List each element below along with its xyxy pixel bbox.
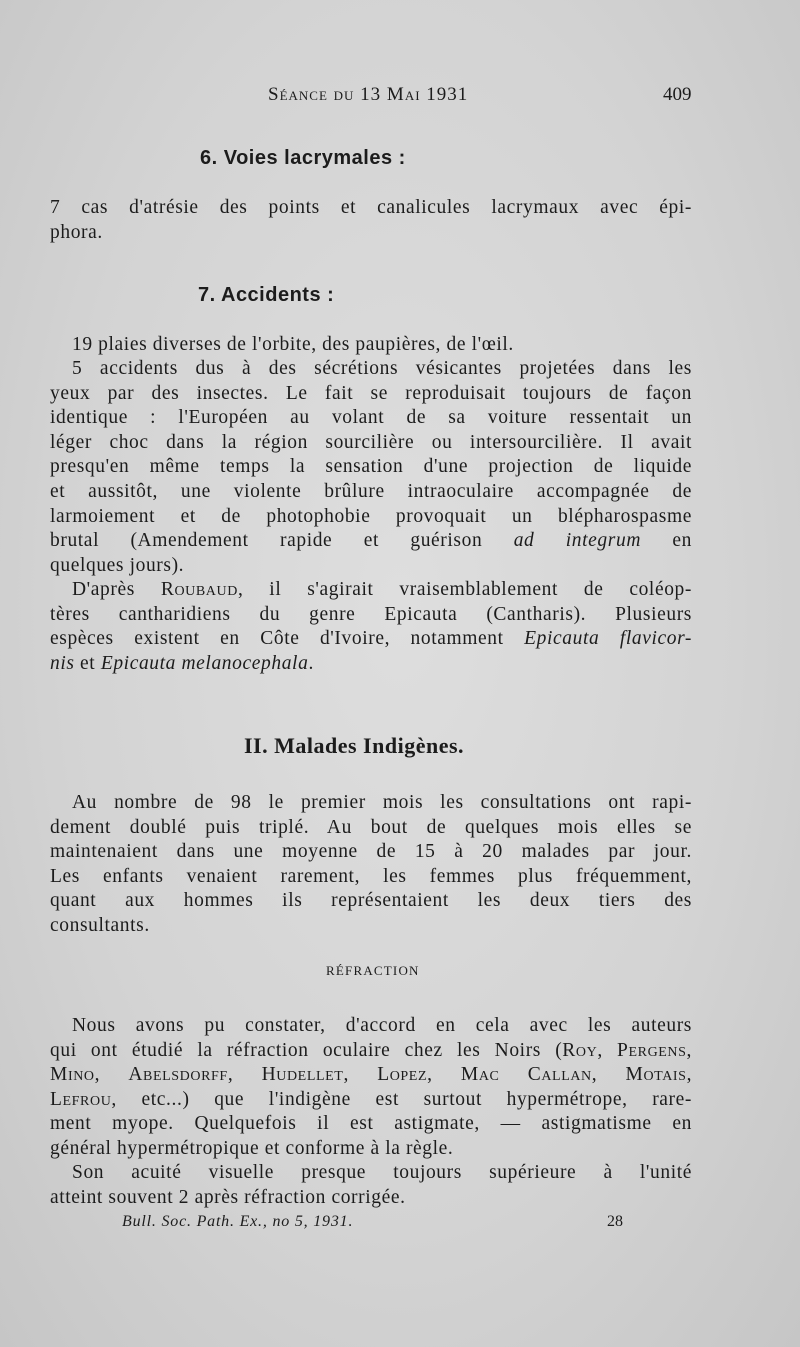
text-fragment: qui ont étudié la réfraction oculaire chez les Noirs ( xyxy=(50,1039,563,1061)
text-line: presqu'en même temps la sensation d'une projection de liquide xyxy=(50,456,692,478)
text-line: Son acuité visuelle presque toujours supérieure à l'unité xyxy=(72,1162,692,1183)
text-fragment: brutal (Amendement rapide et guérison xyxy=(50,530,483,552)
separator: , xyxy=(591,1064,626,1086)
text-line: Nous avons pu constater, d'accord en cela avec les auteurs xyxy=(72,1015,692,1036)
paragraph-roubaud xyxy=(50,578,692,676)
text-fragment: . xyxy=(308,652,314,674)
text-line: Les enfants venaient rarement, les femmes plus fréquemment, xyxy=(50,865,692,887)
species-name: Epicauta melanocephala xyxy=(100,652,309,674)
italic-latin-phrase: ad integrum xyxy=(513,530,641,552)
species-name: Epicauta flavicor- xyxy=(524,628,692,650)
text-line: consultants. xyxy=(50,914,150,936)
paragraph-acuite xyxy=(50,1161,692,1210)
separator: , xyxy=(597,1039,618,1061)
paragraph-consultations xyxy=(50,791,692,939)
text-line xyxy=(50,1063,692,1088)
subsection-title-refraction: RÉFRACTION xyxy=(326,963,420,978)
text-line xyxy=(50,1039,692,1064)
text-line: 7 cas d'atrésie des points et canalicules lacrymaux avec épi- xyxy=(50,197,692,218)
text-line: 19 plaies diverses de l'orbite, des paupières, de l'œil. xyxy=(72,334,514,355)
page-number: 409 xyxy=(663,84,692,105)
text-line: maintenaient dans une moyenne de 15 à 20 malades par jour. xyxy=(50,841,692,863)
author-name: Pergens xyxy=(617,1039,687,1061)
author-name: Roubaud xyxy=(160,579,238,600)
text-fragment: , il s'agirait vraisemblablement de coléop- xyxy=(237,579,692,600)
text-line: larmoiement et de photophobie provoquait un blépharospasme xyxy=(50,505,692,527)
text-line: léger choc dans la région sourcilière ou intersourcilière. Il avait xyxy=(50,431,692,453)
author-name: Mac Callan xyxy=(460,1064,592,1086)
text-line: tères cantharidiens du genre Epicauta (Cantharis). Plusieurs xyxy=(50,603,692,625)
separator: , xyxy=(427,1064,461,1086)
journal-citation: Bull. Soc. Path. Ex., no 5, 1931. xyxy=(122,1213,354,1230)
text-line xyxy=(50,529,692,554)
text-line: et aussitôt, une violente brûlure intraoculaire accompagnée de xyxy=(50,480,692,502)
text-line: phora. xyxy=(50,221,103,243)
text-line: 5 accidents dus à des sécrétions vésicantes projetées dans les xyxy=(72,358,692,379)
text-line xyxy=(50,627,692,652)
text-line: dement doublé puis triplé. Au bout de quelques mois elles se xyxy=(50,816,692,838)
text-line xyxy=(50,1088,692,1113)
text-fragment: espèces existent en Côte d'Ivoire, notamment xyxy=(50,628,504,650)
separator: , xyxy=(686,1064,693,1086)
text-line: identique : l'Européen au volant de sa voiture ressentait un xyxy=(50,407,692,429)
chapter-heading-malades-indigenes: II. Malades Indigènes. xyxy=(244,733,465,758)
author-name: Motais xyxy=(625,1064,687,1086)
page-header xyxy=(0,84,800,108)
author-name: Lopez xyxy=(377,1064,428,1086)
separator: , xyxy=(227,1064,262,1086)
text-line: Au nombre de 98 le premier mois les consultations ont rapi- xyxy=(72,792,692,813)
separator: , xyxy=(343,1064,378,1086)
separator: , xyxy=(94,1064,129,1086)
paragraph-accidents-insectes xyxy=(50,357,692,578)
section-heading-accidents: 7. Accidents : xyxy=(198,284,335,306)
text-line: quelques jours). xyxy=(50,554,185,576)
author-name: Mino xyxy=(50,1064,95,1086)
text-line: général hypermétropique et conforme à la règle. xyxy=(50,1137,454,1159)
author-name: Roy xyxy=(562,1039,598,1061)
text-line: ment myope. Quelquefois il est astigmate, — astigmatisme en xyxy=(50,1113,692,1135)
text-fragment: , etc...) que l'indigène est surtout hypermétrope, rare- xyxy=(111,1088,692,1110)
page-footer xyxy=(0,1213,800,1235)
text-line: quant aux hommes ils représentaient les deux tiers des xyxy=(50,890,692,912)
text-line: yeux par des insectes. Le fait se reproduisait toujours de façon xyxy=(50,382,692,404)
text-line: atteint souvent 2 après réfraction corrigée. xyxy=(50,1186,406,1208)
section-heading-voies-lacrymales: 6. Voies lacrymales : xyxy=(200,147,406,169)
running-head: Séance du 13 Mai 1931 xyxy=(268,84,469,105)
paragraph-plaies xyxy=(50,333,692,358)
author-name: Lefrou xyxy=(50,1088,112,1110)
author-name: Hudellet xyxy=(261,1064,344,1086)
text-line xyxy=(50,652,692,677)
paragraph-refraction xyxy=(50,1014,692,1162)
text-line xyxy=(50,578,692,603)
text-fragment: en xyxy=(672,530,692,552)
species-name: nis xyxy=(50,652,75,674)
paragraph-voies-lacrymales xyxy=(50,196,692,245)
author-name: Abelsdorff xyxy=(128,1064,228,1086)
signature-mark: 28 xyxy=(607,1213,623,1230)
text-fragment: et xyxy=(80,652,96,674)
text-fragment: D'après xyxy=(72,579,135,600)
separator: , xyxy=(686,1039,693,1061)
